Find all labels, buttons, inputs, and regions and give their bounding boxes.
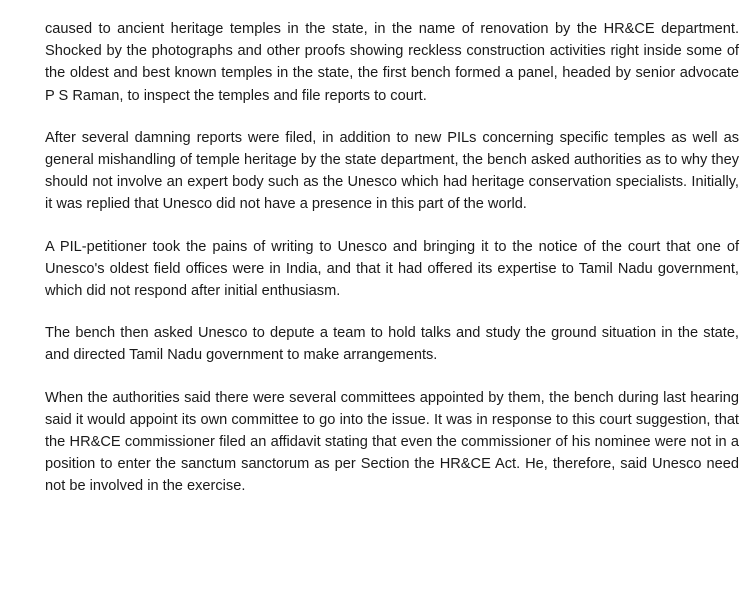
- paragraph-5: When the authorities said there were several committees appointed by them, the bench during last hearing said it would appoint its own committee to go into the issue. It was in response to this court suggestion, that the HR&CE commissioner filed an affidavit stating that even the commissioner of his nominee were not in a position to enter the sanctum sanctorum as per Section the HR&CE Act. He, therefore, said Unesco need not be involved in the exercise.: [45, 389, 739, 495]
- paragraph-4: The bench then asked Unesco to depute a team to hold talks and study the ground situation in the state, and directed Tamil Nadu government to make arrangements.: [45, 325, 739, 364]
- document-page: [45, 0, 739, 518]
- paragraph-2: After several damning reports were filed, in addition to new PILs concerning specific temples as well as general mishandling of temple heritage by the state department, the bench asked authorities as to why they should not involve an expert body such as the Unesco which had heritage conservation specialists. Initially, it was replied that Unesco did not have a presence in this part of the world.: [45, 129, 739, 213]
- paragraph-3: A PIL-petitioner took the pains of writing to Unesco and bringing it to the notice of the court that one of Unesco's oldest field offices were in India, and that it had offered its expertise to Tamil Nadu government, which did not respond after initial enthusiasm.: [45, 238, 739, 300]
- paragraph-1: caused to ancient heritage temples in the state, in the name of renovation by the HR&CE department. Shocked by the photographs and other proofs showing reckless construction activities right inside some of the oldest and best known temples in the state, the first bench formed a panel, headed by senior advocate P S Raman, to inspect the temples and file reports to court.: [45, 21, 739, 104]
